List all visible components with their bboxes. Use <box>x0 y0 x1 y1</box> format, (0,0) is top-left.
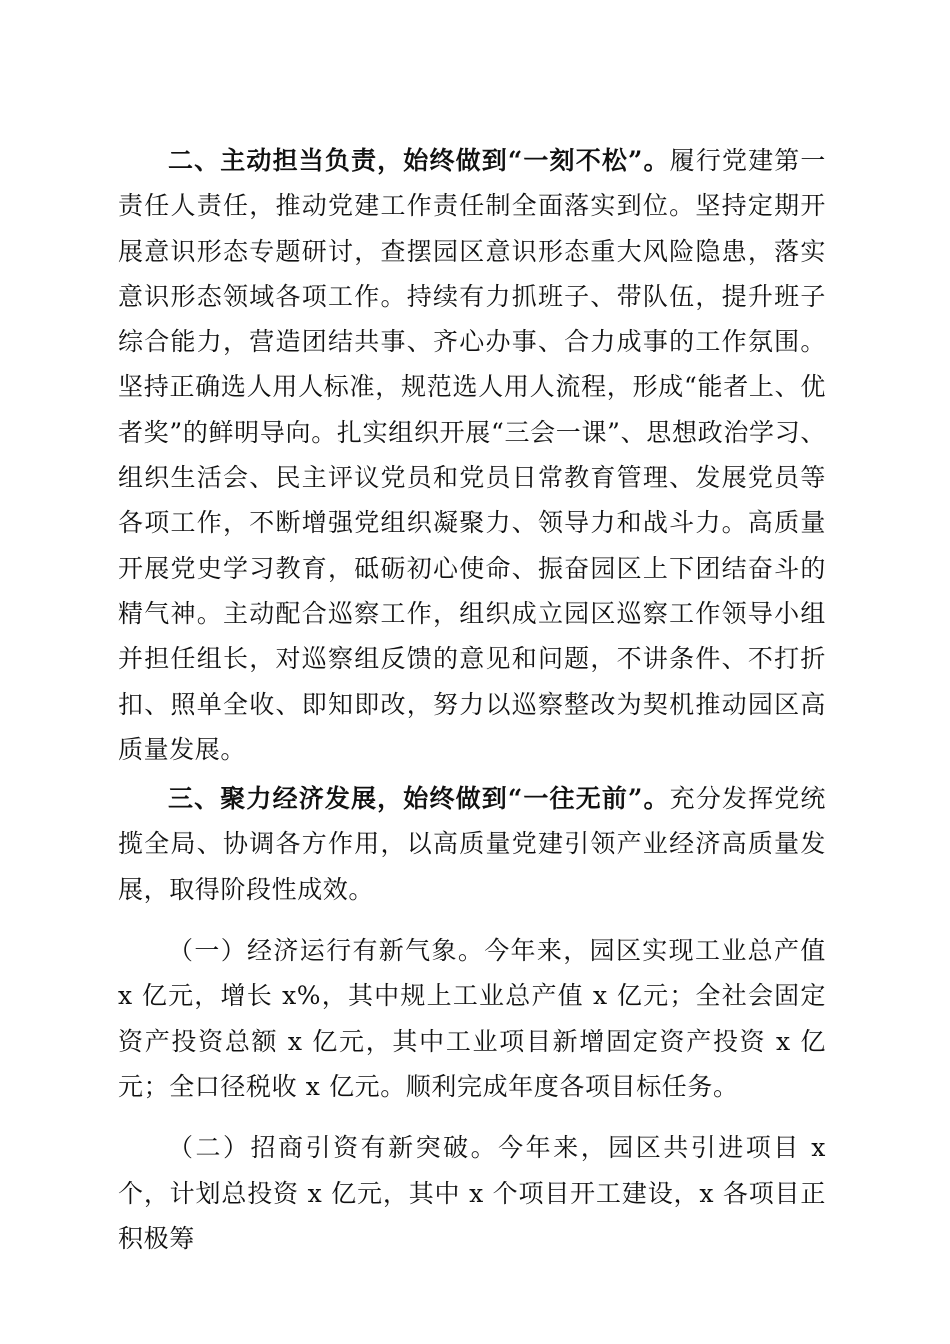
subsection-one-text: （一）经济运行有新气象。今年来，园区实现工业总产值 x 亿元，增长 x%，其中规上工业总产值 x 亿元；全社会固定资产投资总额 x 亿元，其中工业项目新增固定资产投资 x 亿元；全口径税收 x 亿元。顺利完成年度各项目标任务。 <box>118 936 826 1101</box>
section-two-paragraph <box>118 138 826 772</box>
section-two-heading: 二、主动担当负责，始终做到“一刻不松”。 <box>168 146 670 175</box>
subsection-one-paragraph <box>118 928 826 1109</box>
section-three-text: 充分发挥党统揽全局、协调各方作用，以高质量党建引领产业经济高质量发展，取得阶段性成效。 <box>118 784 826 904</box>
subsection-two-paragraph <box>118 1125 826 1261</box>
subsection-two-text: （二）招商引资有新突破。今年来，园区共引进项目 x 个，计划总投资 x 亿元，其中 x 个项目开工建设，x 各项目正积极筹 <box>118 1133 826 1253</box>
section-three-heading: 三、聚力经济发展，始终做到“一往无前”。 <box>168 784 670 814</box>
section-three-paragraph <box>118 776 826 912</box>
document-body <box>118 138 826 1261</box>
section-two-text: 履行党建第一责任人责任，推动党建工作责任制全面落实到位。坚持定期开展意识形态专题研讨，查摆园区意识形态重大风险隐患，落实意识形态领域各项工作。持续有力抓班子、带队伍，提升班子综合能力，营造团结共事、齐心办事、合力成事的工作氛围。坚持正确选人用人标准，规范选人用人流程，形成“能者上、优者奖”的鲜明导向。扎实组织开展“三会一课”、思想政治学习、组织生活会、民主评议党员和党员日常教育管理、发展党员等各项工作，不断增强党组织凝聚力、领导力和战斗力。高质量开展党史学习教育，砥砺初心使命、振奋园区上下团结奋斗的精气神。主动配合巡察工作，组织成立园区巡察工作领导小组并担任组长，对巡察组反馈的意见和问题，不讲条件、不打折扣、照单全收、即知即改，努力以巡察整改为契机推动园区高质量发展。 <box>118 146 826 764</box>
